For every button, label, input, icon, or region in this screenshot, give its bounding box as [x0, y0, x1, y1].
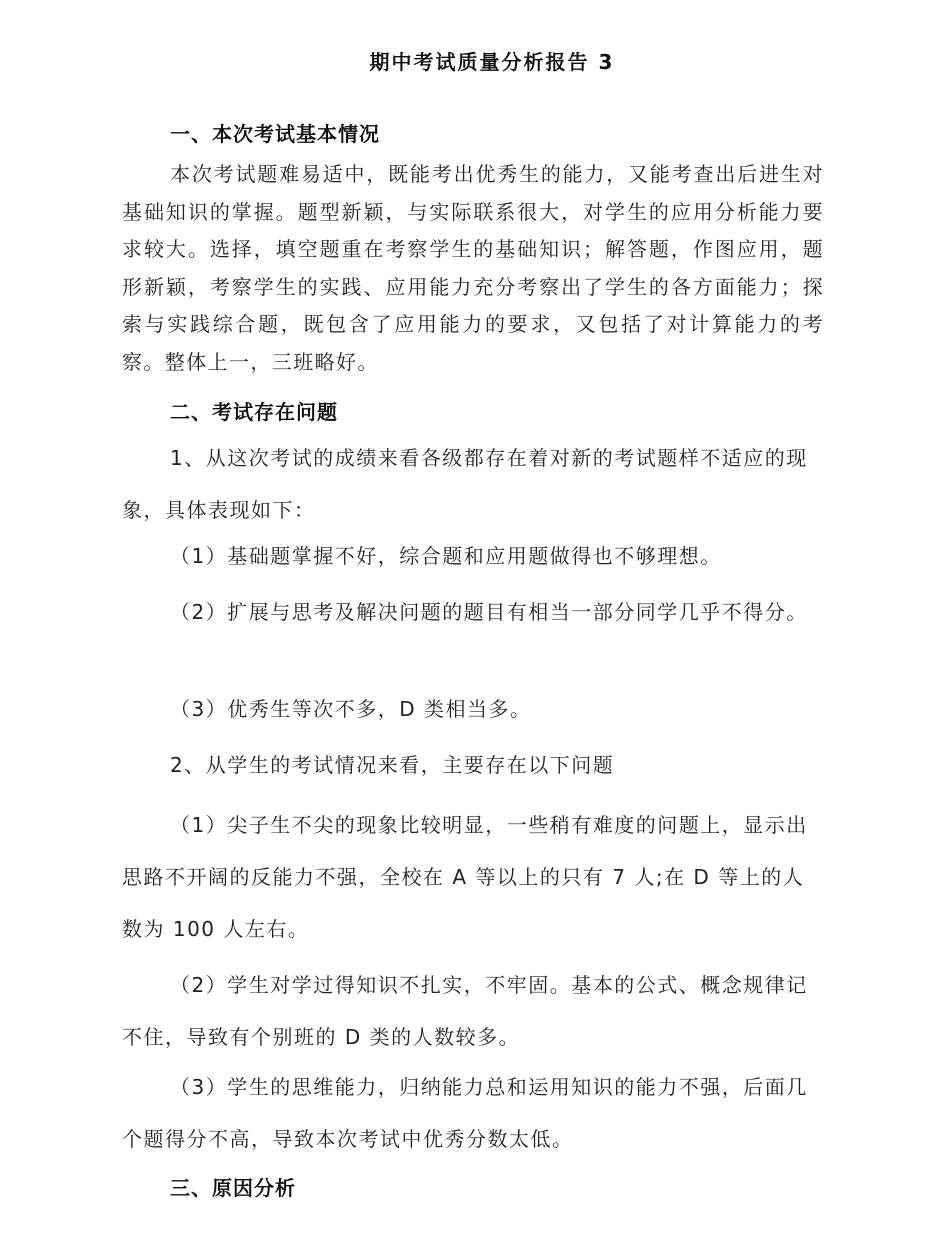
paragraph-problem-2-1: （1）尖子生不尖的现象比较明显，一些稍有难度的问题上，显示出思路不开阔的反能力不强，全校在 A 等以上的只有 7 人;在 D 等上的人数为 100 人左右。	[122, 813, 808, 941]
section-heading-basic-situation: 一、本次考试基本情况	[170, 122, 380, 146]
paragraph-problem-1: 1、从这次考试的成绩来看各级都存在着对新的考试题样不适应的现象，具体表现如下：	[122, 446, 808, 522]
section-heading-cause-analysis: 三、原因分析	[170, 1176, 296, 1200]
paragraph-problem-1-2: （2）扩展与思考及解决问题的题目有相当一部分同学几乎不得分。	[170, 600, 808, 624]
paragraph-problem-1-1: （1）基础题掌握不好，综合题和应用题做得也不够理想。	[170, 544, 722, 568]
paragraph-problem-2: 2、从学生的考试情况来看，主要存在以下问题	[170, 753, 615, 777]
section-heading-problems: 二、考试存在问题	[170, 400, 338, 424]
paragraph-problem-1-3: （3）优秀生等次不多，D 类相当多。	[170, 697, 532, 721]
paragraph-basic-situation: 本次考试题难易适中，既能考出优秀生的能力，又能考查出后进生对基础知识的掌握。题型新颖，与实际联系很大，对学生的应用分析能力要求较大。选择，填空题重在考察学生的基础知识；解答题，作图应用，题形新颖，考察学生的实践、应用能力充分考察出了学生的各方面能力；探索与实践综合题，既包含了应用能力的要求，又包括了对计算能力的考察。整体上一，三班略好。	[122, 162, 824, 374]
paragraph-problem-2-3: （3）学生的思维能力，归纳能力总和运用知识的能力不强，后面几个题得分不高，导致本次考试中优秀分数太低。	[122, 1075, 808, 1151]
document-title: 期中考试质量分析报告 3	[369, 50, 615, 74]
paragraph-problem-2-2: （2）学生对学过得知识不扎实，不牢固。基本的公式、概念规律记不住，导致有个别班的 D 类的人数较多。	[122, 973, 808, 1049]
